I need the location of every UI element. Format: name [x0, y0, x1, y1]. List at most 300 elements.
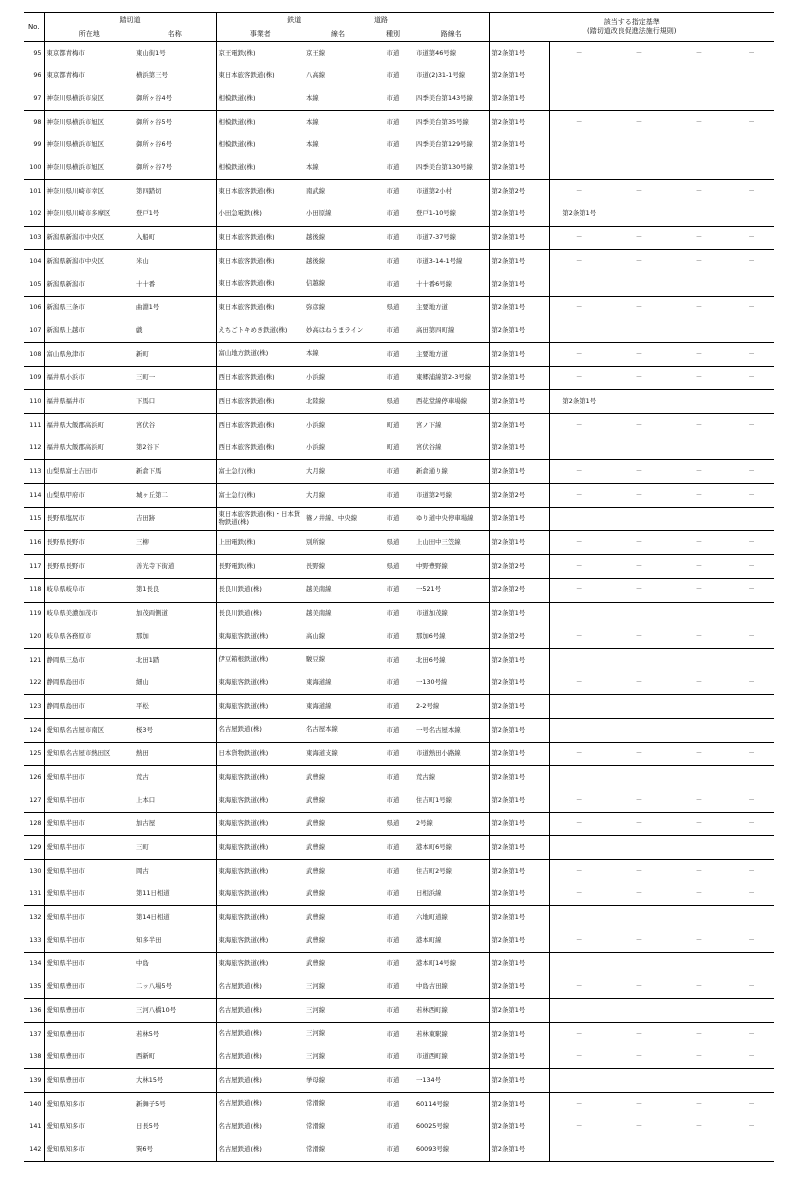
row-type: 市道 — [386, 94, 400, 103]
row-name: 十十番 — [134, 273, 216, 296]
row-name: 第2谷下 — [134, 437, 216, 460]
row-location: 長野県長野市 — [44, 555, 134, 579]
row-name: 第14日相道 — [134, 906, 216, 929]
row-criteria-1: 第2条第1号 — [489, 789, 549, 812]
table-body — [24, 42, 774, 1162]
table-row — [24, 976, 774, 999]
row-criteria-2 — [549, 602, 609, 625]
row-criteria-4 — [669, 648, 729, 671]
row-line: 篠ノ井線、中央線 — [304, 507, 372, 531]
header-crossing-group: 踏切道 — [44, 13, 216, 29]
row-no: 100 — [24, 156, 44, 179]
row-type: 市道 — [372, 742, 414, 766]
row-location: 福井県福井市 — [44, 390, 134, 414]
row-no: 124 — [24, 718, 44, 742]
table-row — [24, 999, 774, 1023]
row-criteria-4 — [669, 203, 729, 226]
row-criteria-3: － — [635, 795, 643, 804]
row-operator: 東海旅客鉄道(株) — [218, 795, 269, 804]
row-no: 138 — [24, 1046, 44, 1069]
row-type: 市道 — [372, 42, 414, 65]
row-criteria-3: － — [635, 1122, 643, 1131]
row-criteria-5 — [729, 602, 774, 625]
row-criteria-4 — [669, 1069, 729, 1093]
row-criteria-5 — [729, 1138, 774, 1161]
row-no: 103 — [24, 226, 44, 250]
row-criteria-5: － — [748, 982, 755, 991]
row-name: 岡古 — [134, 860, 216, 883]
row-line: 三河線 — [304, 1022, 372, 1045]
row-operator: 西日本旅客鉄道(株) — [218, 443, 275, 452]
row-no: 97 — [24, 87, 44, 110]
row-type: 市道 — [372, 695, 414, 719]
table-row — [24, 180, 774, 203]
row-location: 新潟県新潟市中央区 — [44, 226, 134, 250]
row-road-name: 四季美台第130号線 — [414, 156, 489, 179]
row-criteria-1: 第2条第1号 — [489, 1138, 549, 1161]
row-criteria-1: 第2条第1号 — [489, 134, 549, 157]
row-criteria-4: － — [669, 1022, 729, 1045]
row-line: 武豊線 — [306, 935, 326, 944]
row-location: 愛知県半田市 — [44, 836, 134, 860]
row-criteria-5: － — [729, 180, 774, 203]
row-type: 市道 — [386, 279, 400, 288]
row-line: 越美南線 — [304, 578, 372, 602]
row-location: 福井県小浜市 — [44, 366, 134, 390]
row-criteria-3 — [609, 952, 669, 975]
row-criteria-1: 第2条第2号 — [489, 625, 549, 648]
table-row — [24, 672, 774, 695]
row-road-name: 2号線 — [414, 812, 489, 836]
table-row — [24, 860, 774, 883]
row-no: 112 — [24, 437, 44, 460]
row-no: 136 — [24, 999, 44, 1023]
row-line: 北陸線 — [304, 390, 372, 414]
row-operator: 名古屋鉄道(株) — [216, 999, 304, 1023]
row-no: 118 — [24, 578, 44, 602]
row-operator: 東海旅客鉄道(株) — [216, 952, 304, 975]
row-criteria-5: － — [748, 795, 755, 804]
row-criteria-5: － — [729, 42, 774, 65]
row-name: 二ッ八場5号 — [134, 976, 216, 999]
row-type: 県道 — [372, 531, 414, 555]
row-operator: 西日本旅客鉄道(株) — [216, 366, 304, 390]
row-location: 東京都青梅市 — [46, 71, 85, 80]
table-row — [24, 578, 774, 602]
row-criteria-4: － — [669, 414, 729, 437]
row-type: 市道 — [386, 163, 400, 172]
row-criteria-5: － — [729, 1092, 774, 1115]
row-criteria-5: － — [729, 812, 774, 836]
table-row — [24, 883, 774, 906]
row-location: 愛知県名古屋市南区 — [44, 718, 134, 742]
row-operator: 東海旅客鉄道(株) — [218, 889, 269, 898]
row-location: 神奈川県横浜市泉区 — [46, 94, 105, 103]
row-criteria-4: － — [669, 42, 729, 65]
row-criteria-1: 第2条第2号 — [489, 578, 549, 602]
row-criteria-5 — [729, 766, 774, 789]
header-criteria-line2: (踏切道改良促進法施行規則) — [587, 27, 677, 35]
row-criteria-2 — [549, 87, 609, 110]
row-road-name: 新倉通り線 — [414, 460, 489, 484]
row-location: 愛知県知多市 — [44, 1092, 134, 1115]
row-road-name: 宮伏谷線 — [414, 437, 489, 460]
row-location: 愛知県豊田市 — [44, 1022, 134, 1045]
row-criteria-2 — [549, 999, 609, 1023]
row-type: 市道 — [386, 795, 400, 804]
row-no: 129 — [24, 836, 44, 860]
row-criteria-2: － — [549, 226, 609, 250]
row-criteria-5 — [729, 906, 774, 929]
row-criteria-3: － — [609, 578, 669, 602]
row-name: 東山街1号 — [134, 42, 216, 65]
header-line: 線名 — [304, 28, 372, 42]
row-criteria-3: － — [635, 935, 643, 944]
row-criteria-1: 第2条第1号 — [489, 250, 549, 273]
row-criteria-2: － — [549, 578, 609, 602]
row-criteria-1: 第2条第2号 — [489, 180, 549, 203]
row-criteria-4 — [669, 156, 729, 179]
table-row — [24, 203, 774, 226]
row-criteria-3 — [609, 390, 669, 414]
row-location: 愛知県半田市 — [46, 889, 85, 898]
row-road-name: 市道7-37号線 — [414, 226, 489, 250]
row-criteria-3: － — [609, 226, 669, 250]
row-operator: 上田電鉄(株) — [216, 531, 304, 555]
row-criteria-3: － — [609, 860, 669, 883]
row-no: 122 — [24, 672, 44, 695]
row-road-name: 若林西町線 — [414, 999, 489, 1023]
row-criteria-4: － — [695, 982, 703, 991]
row-criteria-3: － — [609, 484, 669, 508]
row-type: 市道 — [386, 982, 400, 991]
row-no: 98 — [24, 111, 44, 134]
header-railway-group: 鉄道 — [216, 13, 372, 29]
row-name: 第11日相道 — [134, 883, 216, 906]
row-criteria-1: 第2条第1号 — [489, 812, 549, 836]
row-type: 市道 — [372, 602, 414, 625]
row-location: 愛知県豊田市 — [44, 1069, 134, 1093]
row-criteria-5 — [729, 319, 774, 342]
table-row — [24, 87, 774, 110]
row-type: 市道 — [372, 111, 414, 134]
row-criteria-2 — [549, 1069, 609, 1093]
row-operator: 富士急行(株) — [216, 460, 304, 484]
row-type: 市道 — [386, 209, 400, 218]
row-location: 愛知県半田市 — [44, 860, 134, 883]
header-name: 名称 — [134, 28, 216, 42]
row-criteria-3: － — [635, 889, 643, 898]
row-criteria-2 — [549, 319, 609, 342]
row-criteria-5: － — [729, 342, 774, 366]
row-line: 大月線 — [304, 484, 372, 508]
row-type: 町道 — [386, 443, 400, 452]
row-road-name: 60093号線 — [414, 1138, 489, 1161]
row-criteria-3: － — [609, 180, 669, 203]
row-criteria-2: － — [549, 860, 609, 883]
row-criteria-5 — [729, 203, 774, 226]
row-road-name: 宮ノ下線 — [414, 414, 489, 437]
row-name: 巽6号 — [134, 1138, 216, 1161]
row-criteria-2: － — [549, 111, 609, 134]
row-operator: 東海旅客鉄道(株) — [218, 631, 269, 640]
row-name: 平松 — [134, 695, 216, 719]
row-line: 京王線 — [304, 42, 372, 65]
row-criteria-1: 第2条第1号 — [489, 1092, 549, 1115]
row-name: 下馬口 — [134, 390, 216, 414]
row-criteria-2 — [549, 507, 609, 531]
row-criteria-3: － — [609, 414, 669, 437]
row-line: 弥彦線 — [304, 296, 372, 319]
row-no: 107 — [24, 319, 44, 342]
row-criteria-1: 第2条第2号 — [489, 555, 549, 579]
row-operator: 相模鉄道(株) — [218, 162, 256, 171]
row-criteria-3: － — [609, 531, 669, 555]
row-criteria-1: 第2条第1号 — [489, 602, 549, 625]
row-criteria-2: － — [576, 1122, 583, 1131]
row-criteria-1: 第2条第1号 — [489, 414, 549, 437]
table-row — [24, 952, 774, 975]
table-row — [24, 812, 774, 836]
row-location: 神奈川県横浜市旭区 — [46, 140, 105, 149]
row-criteria-5: － — [729, 860, 774, 883]
header-road-group: 道路 — [372, 13, 489, 29]
row-criteria-3 — [609, 134, 669, 157]
row-type: 県道 — [372, 296, 414, 319]
table-row — [24, 766, 774, 789]
row-operator: 東日本旅客鉄道(株) — [216, 226, 304, 250]
row-no: 99 — [24, 134, 44, 157]
header-type: 種別 — [372, 28, 414, 42]
row-line: 越美南線 — [304, 602, 372, 625]
table-row — [24, 226, 774, 250]
row-criteria-5 — [729, 1069, 774, 1093]
row-criteria-1: 第2条第1号 — [489, 87, 549, 110]
row-operator: 名古屋鉄道(株) — [216, 718, 304, 742]
row-criteria-2 — [549, 766, 609, 789]
row-road-name: 四季美台第35号線 — [414, 111, 489, 134]
row-no: 109 — [24, 366, 44, 390]
row-no: 96 — [24, 65, 44, 88]
row-no: 108 — [24, 342, 44, 366]
row-criteria-3 — [609, 273, 669, 296]
row-criteria-1: 第2条第1号 — [489, 648, 549, 671]
table-row — [24, 111, 774, 134]
row-road-name: 六地町道線 — [414, 906, 489, 929]
row-location: 神奈川県川崎市多摩区 — [46, 209, 111, 218]
row-criteria-1: 第2条第1号 — [489, 65, 549, 88]
row-no: 123 — [24, 695, 44, 719]
row-operator: 小田急電鉄(株) — [218, 209, 262, 218]
row-criteria-3 — [609, 1138, 669, 1161]
row-type: 市道 — [372, 1138, 414, 1161]
header-row-groups — [24, 13, 774, 29]
row-criteria-5 — [729, 87, 774, 110]
row-line: 名古屋本線 — [304, 718, 372, 742]
row-type: 市道 — [386, 678, 400, 687]
table-row — [24, 1022, 774, 1045]
header-location: 所在地 — [44, 28, 134, 42]
row-operator: 名古屋鉄道(株) — [216, 1069, 304, 1093]
table-row — [24, 366, 774, 390]
row-type: 市道 — [372, 836, 414, 860]
row-road-name: 港本町線 — [414, 929, 489, 952]
row-criteria-2 — [549, 273, 609, 296]
row-criteria-4: － — [669, 555, 729, 579]
row-type: 県道 — [372, 555, 414, 579]
row-criteria-5: － — [729, 366, 774, 390]
row-operator: 名古屋鉄道(株) — [218, 1052, 262, 1061]
row-criteria-5 — [729, 695, 774, 719]
row-line: 武豊線 — [304, 952, 372, 975]
row-criteria-2 — [549, 718, 609, 742]
row-line: 本線 — [306, 140, 319, 149]
row-no: 121 — [24, 648, 44, 671]
row-criteria-1: 第2条第1号 — [489, 273, 549, 296]
row-operator: 東日本旅客鉄道(株) — [216, 296, 304, 319]
row-name: 西新町 — [134, 1046, 216, 1069]
row-type: 市道 — [372, 766, 414, 789]
row-road-name: 上山田中三笠線 — [414, 531, 489, 555]
row-name: 三河八橋10号 — [134, 999, 216, 1023]
row-criteria-4 — [669, 718, 729, 742]
crossing-table — [24, 12, 774, 1162]
row-operator: 東日本旅客鉄道(株) — [216, 250, 304, 273]
row-type: 市道 — [386, 1122, 400, 1131]
row-operator: 東日本旅客鉄道(株) — [218, 279, 275, 288]
row-criteria-2: － — [576, 935, 583, 944]
row-location: 神奈川県川崎市幸区 — [44, 180, 134, 203]
row-criteria-4 — [669, 134, 729, 157]
row-criteria-1: 第2条第1号 — [489, 999, 549, 1023]
row-criteria-2 — [549, 65, 609, 88]
row-criteria-4: － — [669, 111, 729, 134]
row-criteria-5: － — [729, 555, 774, 579]
row-no: 116 — [24, 531, 44, 555]
row-road-name: 市道西町線 — [414, 1046, 489, 1069]
row-no: 102 — [24, 203, 44, 226]
row-no: 101 — [24, 180, 44, 203]
row-criteria-1: 第2条第1号 — [489, 836, 549, 860]
row-criteria-5: － — [748, 889, 755, 898]
row-name: 那加 — [134, 625, 216, 648]
row-name: 戯 — [134, 319, 216, 342]
row-criteria-2 — [549, 648, 609, 671]
row-line: 越後線 — [304, 226, 372, 250]
row-operator: 日本貨物鉄道(株) — [216, 742, 304, 766]
row-criteria-3 — [609, 87, 669, 110]
row-name: 善光寺下街道 — [134, 555, 216, 579]
row-criteria-3: － — [609, 1092, 669, 1115]
row-line: 本線 — [304, 111, 372, 134]
row-road-name: 十十番6号線 — [414, 273, 489, 296]
table-row — [24, 65, 774, 88]
row-no: 128 — [24, 812, 44, 836]
table-row — [24, 390, 774, 414]
row-criteria-5 — [729, 952, 774, 975]
row-operator: 東海旅客鉄道(株) — [216, 906, 304, 929]
row-criteria-4 — [669, 437, 729, 460]
row-criteria-2: － — [576, 678, 583, 687]
row-operator: えちごトキめき鉄道(株) — [218, 325, 288, 334]
row-criteria-3: － — [609, 342, 669, 366]
table-row — [24, 648, 774, 671]
row-location: 愛知県知多市 — [44, 1138, 134, 1161]
row-criteria-4: － — [669, 531, 729, 555]
row-criteria-3 — [609, 766, 669, 789]
row-no: 117 — [24, 555, 44, 579]
row-location: 長野県長野市 — [44, 531, 134, 555]
row-criteria-2 — [549, 836, 609, 860]
row-type: 市道 — [386, 935, 400, 944]
row-no: 119 — [24, 602, 44, 625]
row-name: 米山 — [134, 250, 216, 273]
row-location: 東京都青梅市 — [44, 42, 134, 65]
row-criteria-2: － — [549, 742, 609, 766]
row-operator: 相模鉄道(株) — [216, 111, 304, 134]
row-operator: 東海旅客鉄道(株) — [216, 812, 304, 836]
row-type: 市道 — [386, 140, 400, 149]
row-criteria-1: 第2条第1号 — [489, 342, 549, 366]
row-no: 134 — [24, 952, 44, 975]
row-criteria-4: － — [669, 226, 729, 250]
row-location: 愛知県豊田市 — [44, 999, 134, 1023]
row-criteria-3 — [609, 65, 669, 88]
row-line: 武豊線 — [306, 889, 326, 898]
row-line: 常滑線 — [304, 1092, 372, 1115]
table-row — [24, 296, 774, 319]
row-criteria-2: － — [549, 42, 609, 65]
row-criteria-2 — [549, 1138, 609, 1161]
row-name: 登戸1号 — [134, 203, 216, 226]
row-name: 宮伏谷 — [134, 414, 216, 437]
table-row — [24, 437, 774, 460]
row-criteria-4: － — [669, 742, 729, 766]
header-criteria-line1: 該当する指定基準 — [603, 18, 660, 27]
row-name: 上本口 — [134, 789, 216, 812]
row-criteria-3 — [609, 203, 669, 226]
row-name: 新倉下馬 — [134, 460, 216, 484]
row-type: 市道 — [372, 718, 414, 742]
row-criteria-4 — [669, 390, 729, 414]
header-criteria — [489, 13, 774, 42]
row-name: 三町 — [134, 836, 216, 860]
row-criteria-4: － — [669, 296, 729, 319]
row-name: 御所ヶ谷6号 — [134, 134, 216, 157]
row-criteria-4 — [669, 1138, 729, 1161]
row-criteria-5: － — [729, 250, 774, 273]
row-line: 信越線 — [306, 279, 326, 288]
row-criteria-3 — [609, 1069, 669, 1093]
row-criteria-1: 第2条第1号 — [489, 1046, 549, 1069]
row-criteria-5: － — [748, 678, 755, 687]
row-line: 三河線 — [306, 1052, 326, 1061]
row-road-name: 荒古線 — [414, 766, 489, 789]
row-road-name: 市道第2号線 — [414, 484, 489, 508]
row-criteria-5: － — [729, 531, 774, 555]
row-line: 八高線 — [306, 71, 326, 80]
table-row — [24, 789, 774, 812]
row-criteria-3: － — [635, 631, 643, 640]
row-road-name: 市道加茂線 — [414, 602, 489, 625]
row-criteria-5 — [729, 836, 774, 860]
row-type: 市道 — [386, 71, 400, 80]
row-criteria-1: 第2条第1号 — [489, 929, 549, 952]
row-criteria-4: － — [695, 631, 703, 640]
row-criteria-4 — [669, 836, 729, 860]
row-line: 武豊線 — [304, 812, 372, 836]
row-criteria-5 — [729, 648, 774, 671]
